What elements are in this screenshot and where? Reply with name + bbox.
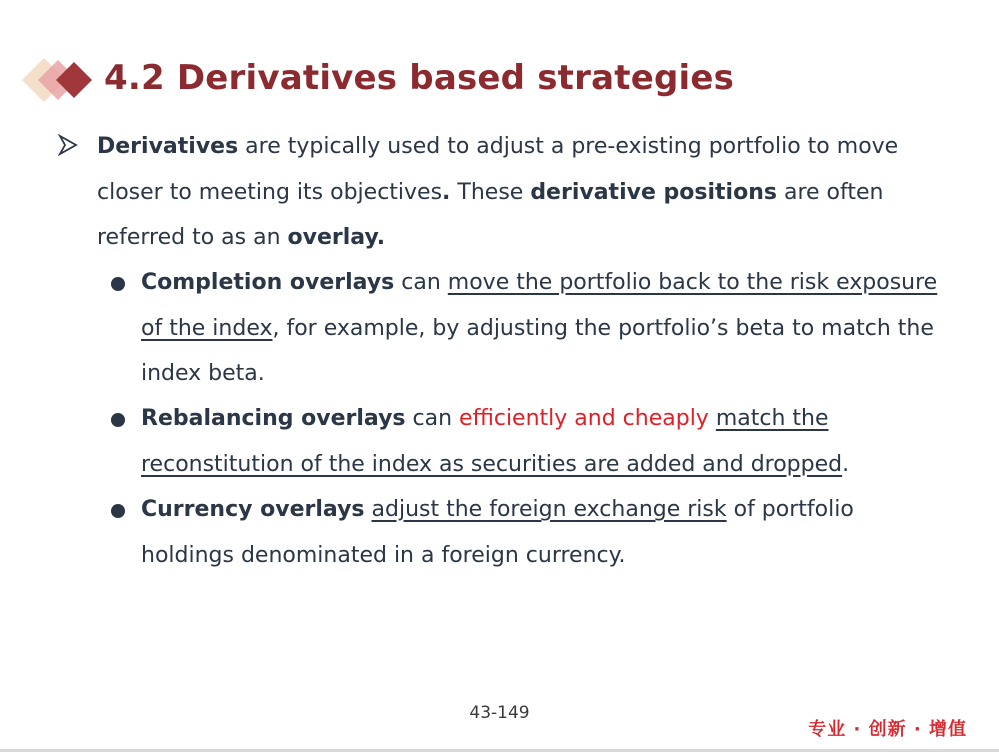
sub-bullet-segment: can (394, 270, 448, 295)
sub-bullet-segment: , for example, by adjusting the portfolio’s beta to match the index beta. (141, 315, 934, 386)
underlined-phrase: adjust the foreign exchange risk (371, 497, 727, 522)
page-title: 4.2 Derivatives based strategies (104, 58, 735, 98)
sub-bullet-currency (141, 487, 941, 578)
term-currency-overlays: Currency overlays (141, 497, 365, 522)
term-completion-overlays: Completion overlays (141, 270, 395, 295)
page-number: 43-149 (469, 703, 530, 723)
main-bullet-period: . (442, 179, 451, 205)
filled-circle-bullet-icon (111, 504, 125, 518)
arrowhead-bullet-icon (58, 134, 78, 156)
highlighted-phrase: efficiently and cheaply (459, 406, 709, 431)
main-bullet-segment: are typically used to adjust a pre-existing portfolio to move closer to meeting its objectives (97, 134, 899, 205)
underlined-phrase: move the portfolio back to the risk exposure of the index (141, 270, 938, 341)
term-overlay: overlay. (287, 225, 386, 250)
overlapping-diamonds-icon (22, 56, 102, 104)
term-derivatives: Derivatives (97, 134, 239, 159)
sub-bullet-completion (141, 260, 941, 397)
term-rebalancing-overlays: Rebalancing overlays (141, 406, 406, 431)
sub-bullet-segment (709, 406, 716, 431)
sub-bullet-segment: of portfolio holdings denominated in a foreign currency. (141, 497, 854, 568)
footer-tagline: 专业 · 创新 · 增值 (808, 719, 967, 740)
term-derivative-positions: derivative positions (530, 179, 777, 205)
main-bullet-segment: are often referred to as an (97, 179, 884, 250)
underlined-phrase: match the reconstitution of the index as securities are added and dropped (141, 406, 843, 477)
filled-circle-bullet-icon (111, 413, 125, 427)
main-bullet-segment: These (450, 179, 531, 205)
main-bullet-text (97, 124, 937, 261)
sub-bullet-rebalancing (141, 396, 941, 487)
sub-bullet-segment: . (842, 451, 850, 477)
filled-circle-bullet-icon (111, 277, 125, 291)
sub-bullet-segment (365, 497, 372, 522)
sub-bullet-segment: can (405, 406, 460, 431)
